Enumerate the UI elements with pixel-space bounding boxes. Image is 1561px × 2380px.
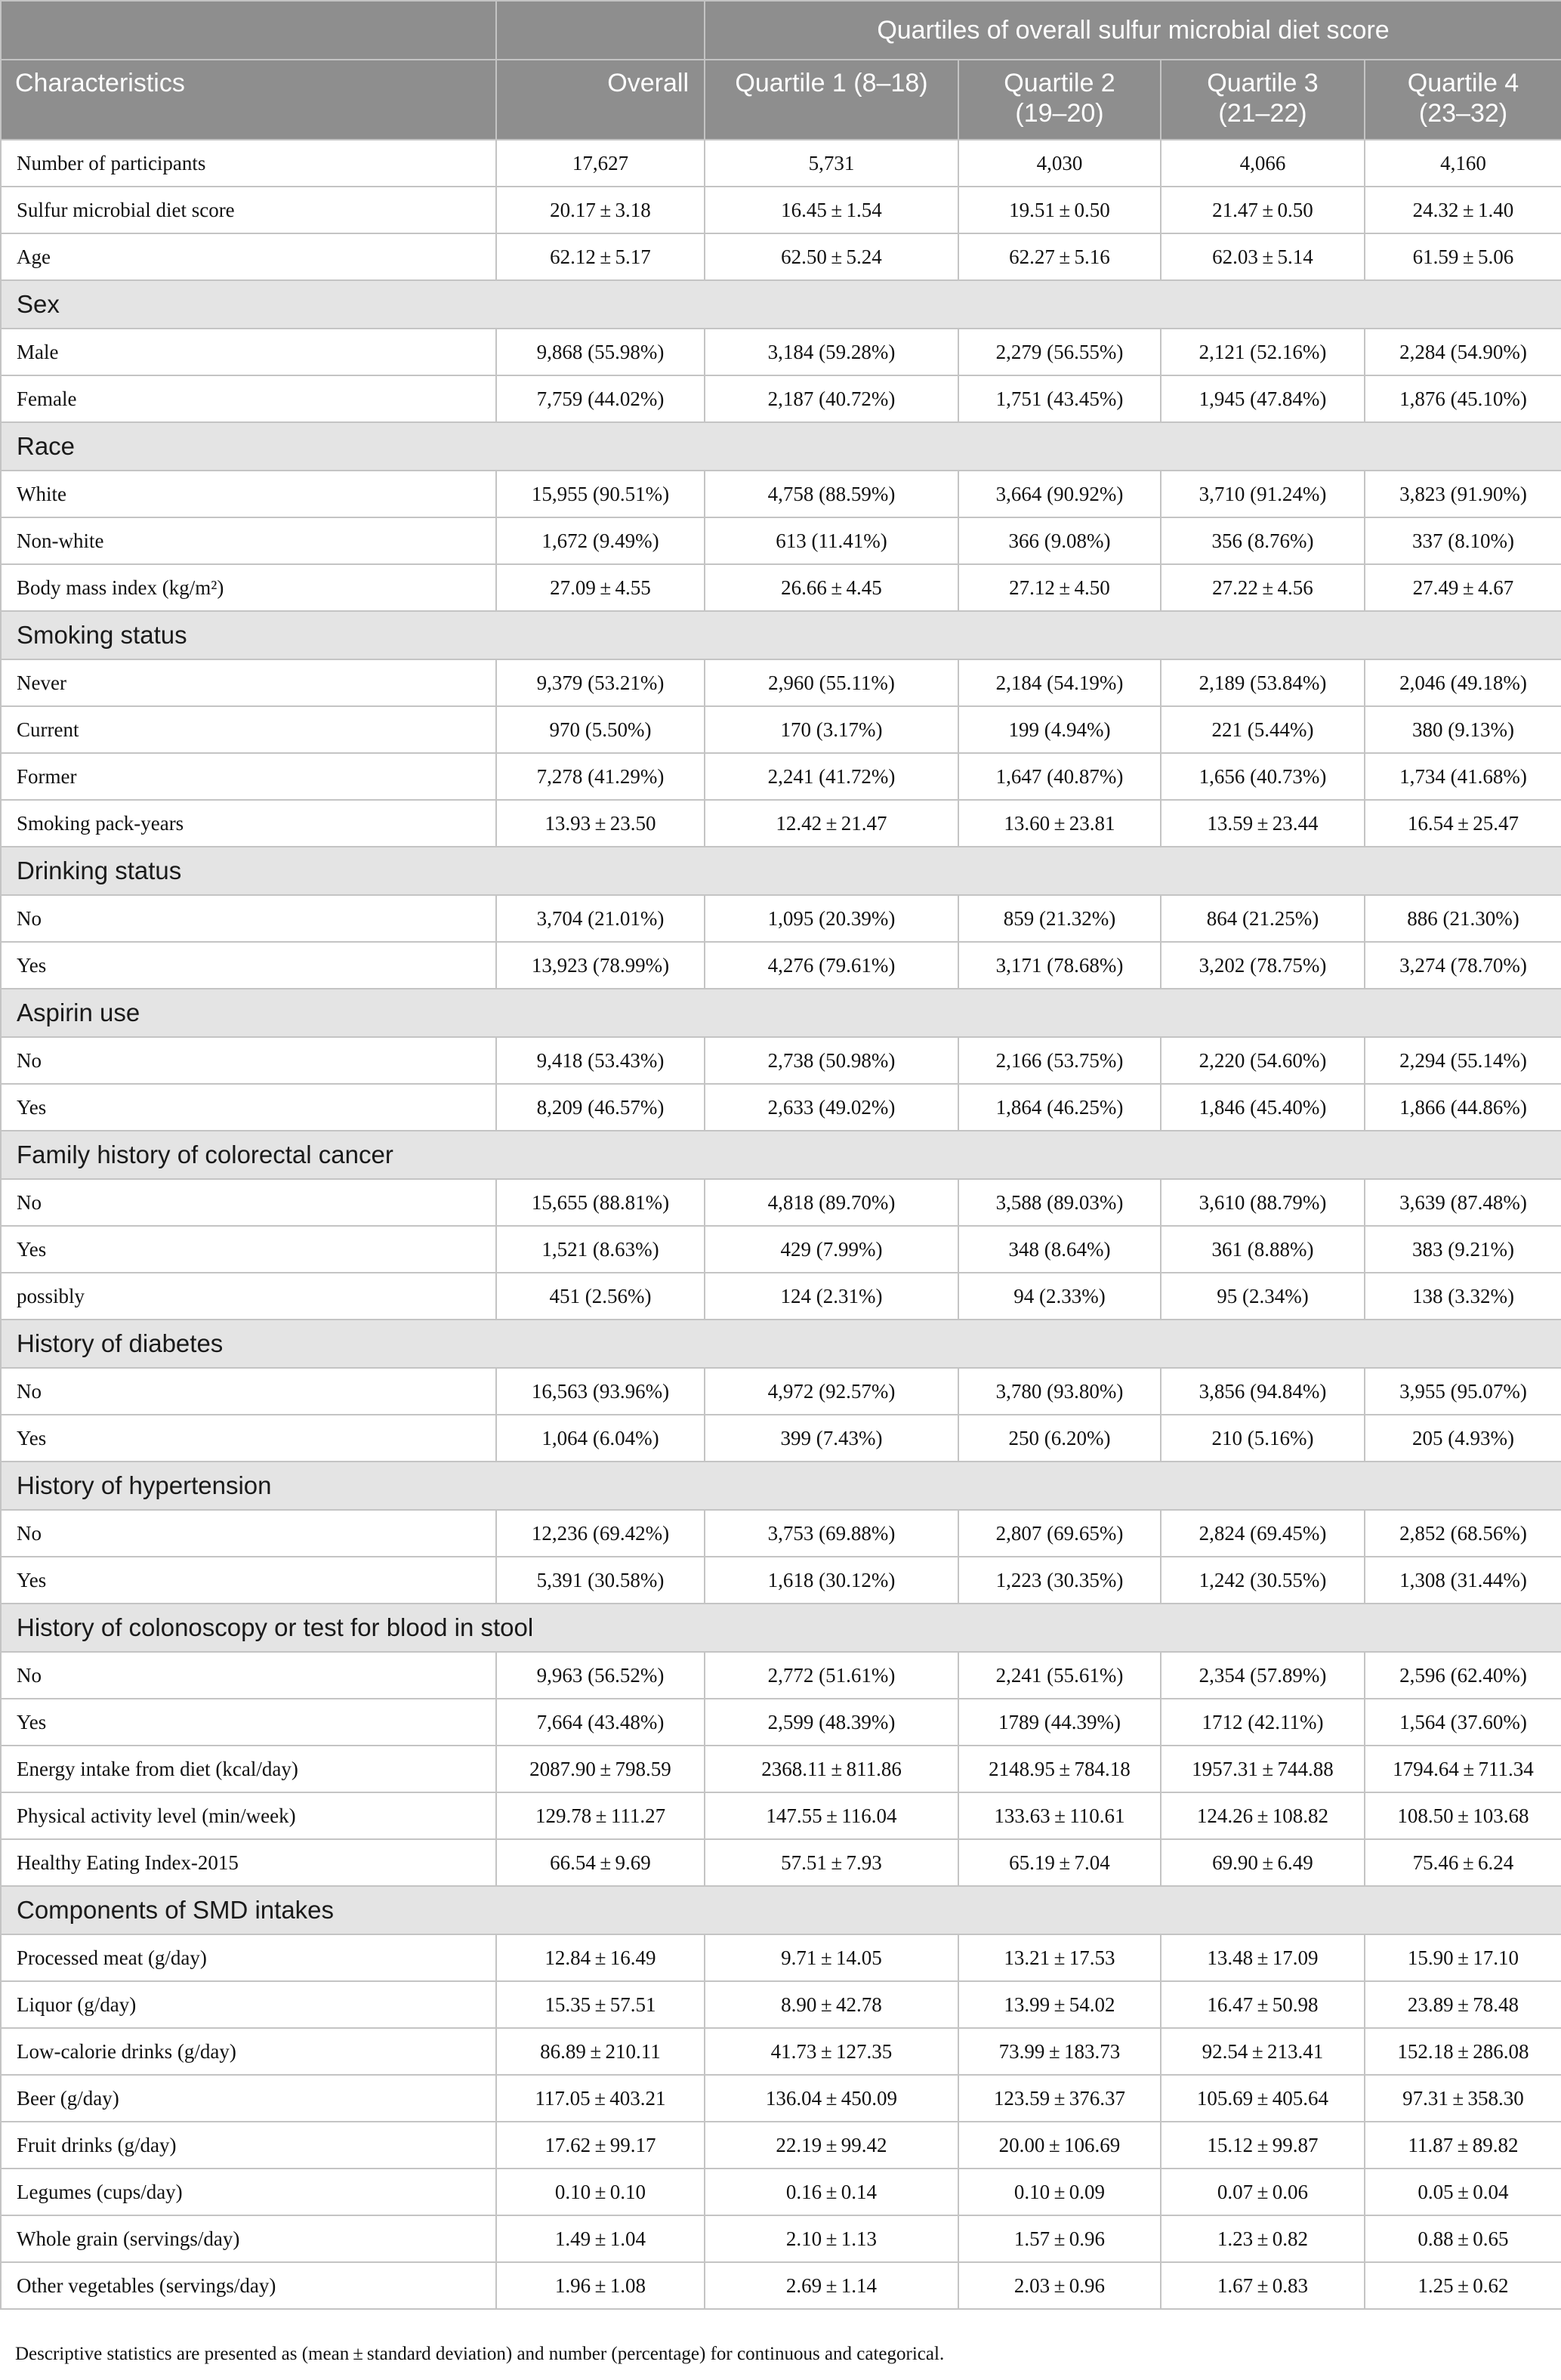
cell-overall: 1,064 (6.04%) bbox=[496, 1415, 705, 1462]
cell-quartile-2: 1789 (44.39%) bbox=[958, 1699, 1161, 1746]
table-row bbox=[1, 375, 1561, 422]
cell-quartile-4: 1,734 (41.68%) bbox=[1365, 753, 1561, 800]
cell-quartile-2: 0.10 ± 0.09 bbox=[958, 2169, 1161, 2215]
cell-quartile-1: 2,738 (50.98%) bbox=[705, 1037, 958, 1084]
cell-quartile-3: 2,824 (69.45%) bbox=[1161, 1510, 1365, 1557]
cell-overall: 12.84 ± 16.49 bbox=[496, 1934, 705, 1981]
cell-quartile-4: 15.90 ± 17.10 bbox=[1365, 1934, 1561, 1981]
cell-overall: 12,236 (69.42%) bbox=[496, 1510, 705, 1557]
table-row bbox=[1, 706, 1561, 753]
cell-quartile-2: 13.99 ± 54.02 bbox=[958, 1981, 1161, 2028]
cell-overall: 1.49 ± 1.04 bbox=[496, 2215, 705, 2262]
cell-quartile-3: 1.67 ± 0.83 bbox=[1161, 2262, 1365, 2309]
cell-quartile-2: 1,647 (40.87%) bbox=[958, 753, 1161, 800]
section-label: Race bbox=[1, 422, 1561, 471]
cell-quartile-3: 105.69 ± 405.64 bbox=[1161, 2075, 1365, 2122]
section-label: History of hypertension bbox=[1, 1462, 1561, 1510]
cell-quartile-4: 380 (9.13%) bbox=[1365, 706, 1561, 753]
cell-quartile-2: 2,166 (53.75%) bbox=[958, 1037, 1161, 1084]
cell-characteristic: Yes bbox=[1, 1226, 496, 1273]
cell-overall: 1,672 (9.49%) bbox=[496, 517, 705, 564]
cell-quartile-4: 97.31 ± 358.30 bbox=[1365, 2075, 1561, 2122]
cell-characteristic: Age bbox=[1, 233, 496, 280]
table-row bbox=[1, 1839, 1561, 1886]
table-row bbox=[1, 1510, 1561, 1557]
section-header-row bbox=[1, 1320, 1561, 1368]
table-row bbox=[1, 1179, 1561, 1226]
cell-characteristic: No bbox=[1, 1037, 496, 1084]
cell-quartile-2: 4,030 bbox=[958, 140, 1161, 187]
cell-characteristic: Yes bbox=[1, 1557, 496, 1604]
section-header-row bbox=[1, 989, 1561, 1037]
column-header-quartile-2: Quartile 2 (19–20) bbox=[958, 60, 1161, 140]
cell-quartile-1: 3,184 (59.28%) bbox=[705, 329, 958, 375]
cell-quartile-4: 3,823 (91.90%) bbox=[1365, 471, 1561, 517]
table-row bbox=[1, 1934, 1561, 1981]
cell-quartile-2: 2148.95 ± 784.18 bbox=[958, 1746, 1161, 1792]
cell-overall: 17.62 ± 99.17 bbox=[496, 2122, 705, 2169]
cell-characteristic: No bbox=[1, 1179, 496, 1226]
cell-quartile-1: 16.45 ± 1.54 bbox=[705, 187, 958, 233]
cell-quartile-1: 5,731 bbox=[705, 140, 958, 187]
cell-quartile-3: 4,066 bbox=[1161, 140, 1365, 187]
cell-quartile-1: 2,187 (40.72%) bbox=[705, 375, 958, 422]
cell-characteristic: Female bbox=[1, 375, 496, 422]
section-header-row bbox=[1, 280, 1561, 329]
cell-quartile-2: 199 (4.94%) bbox=[958, 706, 1161, 753]
cell-quartile-1: 2,599 (48.39%) bbox=[705, 1699, 958, 1746]
table-row bbox=[1, 1699, 1561, 1746]
cell-quartile-1: 4,972 (92.57%) bbox=[705, 1368, 958, 1415]
cell-quartile-2: 1,751 (43.45%) bbox=[958, 375, 1161, 422]
section-label: Drinking status bbox=[1, 847, 1561, 895]
cell-quartile-3: 95 (2.34%) bbox=[1161, 1273, 1365, 1320]
cell-characteristic: White bbox=[1, 471, 496, 517]
cell-quartile-1: 22.19 ± 99.42 bbox=[705, 2122, 958, 2169]
cell-characteristic: Low-calorie drinks (g/day) bbox=[1, 2028, 496, 2075]
cell-quartile-4: 61.59 ± 5.06 bbox=[1365, 233, 1561, 280]
cell-quartile-2: 2,807 (69.65%) bbox=[958, 1510, 1161, 1557]
table-row bbox=[1, 1368, 1561, 1415]
cell-overall: 9,963 (56.52%) bbox=[496, 1652, 705, 1699]
cell-quartile-3: 361 (8.88%) bbox=[1161, 1226, 1365, 1273]
cell-quartile-1: 2,633 (49.02%) bbox=[705, 1084, 958, 1131]
cell-quartile-4: 2,852 (68.56%) bbox=[1365, 1510, 1561, 1557]
cell-overall: 15,955 (90.51%) bbox=[496, 471, 705, 517]
cell-quartile-4: 2,596 (62.40%) bbox=[1365, 1652, 1561, 1699]
cell-quartile-4: 1,866 (44.86%) bbox=[1365, 1084, 1561, 1131]
table-row bbox=[1, 517, 1561, 564]
cell-characteristic: Legumes (cups/day) bbox=[1, 2169, 496, 2215]
cell-overall: 970 (5.50%) bbox=[496, 706, 705, 753]
cell-characteristic: Processed meat (g/day) bbox=[1, 1934, 496, 1981]
cell-quartile-1: 2.69 ± 1.14 bbox=[705, 2262, 958, 2309]
cell-overall: 20.17 ± 3.18 bbox=[496, 187, 705, 233]
cell-quartile-4: 1,876 (45.10%) bbox=[1365, 375, 1561, 422]
table-footnote: Descriptive statistics are presented as (mean ± standard deviation) and number (percentage) for continuous and categorical. bbox=[15, 2344, 945, 2364]
cell-quartile-2: 348 (8.64%) bbox=[958, 1226, 1161, 1273]
cell-characteristic: Number of participants bbox=[1, 140, 496, 187]
cell-quartile-1: 170 (3.17%) bbox=[705, 706, 958, 753]
table-row bbox=[1, 2075, 1561, 2122]
cell-quartile-1: 3,753 (69.88%) bbox=[705, 1510, 958, 1557]
table-row bbox=[1, 2169, 1561, 2215]
table-row bbox=[1, 233, 1561, 280]
cell-quartile-3: 1,656 (40.73%) bbox=[1161, 753, 1365, 800]
cell-characteristic: No bbox=[1, 895, 496, 942]
cell-quartile-3: 1.23 ± 0.82 bbox=[1161, 2215, 1365, 2262]
cell-quartile-2: 2.03 ± 0.96 bbox=[958, 2262, 1161, 2309]
table-row bbox=[1, 2215, 1561, 2262]
section-header-row bbox=[1, 1886, 1561, 1934]
column-header-quartile-4: Quartile 4 (23–32) bbox=[1365, 60, 1561, 140]
cell-overall: 13,923 (78.99%) bbox=[496, 942, 705, 989]
cell-quartile-1: 4,276 (79.61%) bbox=[705, 942, 958, 989]
cell-quartile-4: 0.05 ± 0.04 bbox=[1365, 2169, 1561, 2215]
cell-quartile-3: 3,610 (88.79%) bbox=[1161, 1179, 1365, 1226]
cell-quartile-3: 2,121 (52.16%) bbox=[1161, 329, 1365, 375]
cell-quartile-4: 4,160 bbox=[1365, 140, 1561, 187]
cell-quartile-3: 0.07 ± 0.06 bbox=[1161, 2169, 1365, 2215]
cell-quartile-3: 124.26 ± 108.82 bbox=[1161, 1792, 1365, 1839]
section-label: Family history of colorectal cancer bbox=[1, 1131, 1561, 1179]
cell-quartile-2: 1,223 (30.35%) bbox=[958, 1557, 1161, 1604]
cell-overall: 7,759 (44.02%) bbox=[496, 375, 705, 422]
cell-quartile-3: 13.48 ± 17.09 bbox=[1161, 1934, 1365, 1981]
cell-quartile-3: 3,710 (91.24%) bbox=[1161, 471, 1365, 517]
cell-quartile-3: 3,856 (94.84%) bbox=[1161, 1368, 1365, 1415]
cell-quartile-3: 2,220 (54.60%) bbox=[1161, 1037, 1365, 1084]
section-label: History of diabetes bbox=[1, 1320, 1561, 1368]
cell-quartile-1: 0.16 ± 0.14 bbox=[705, 2169, 958, 2215]
cell-characteristic: Energy intake from diet (kcal/day) bbox=[1, 1746, 496, 1792]
cell-quartile-4: 1794.64 ± 711.34 bbox=[1365, 1746, 1561, 1792]
table-row bbox=[1, 800, 1561, 847]
cell-quartile-3: 21.47 ± 0.50 bbox=[1161, 187, 1365, 233]
section-header-row bbox=[1, 422, 1561, 471]
table-row bbox=[1, 1746, 1561, 1792]
cell-quartile-4: 205 (4.93%) bbox=[1365, 1415, 1561, 1462]
section-label: Smoking status bbox=[1, 611, 1561, 659]
cell-quartile-3: 2,189 (53.84%) bbox=[1161, 659, 1365, 706]
cell-quartile-1: 1,618 (30.12%) bbox=[705, 1557, 958, 1604]
cell-quartile-1: 2,960 (55.11%) bbox=[705, 659, 958, 706]
cell-quartile-2: 2,241 (55.61%) bbox=[958, 1652, 1161, 1699]
cell-overall: 3,704 (21.01%) bbox=[496, 895, 705, 942]
cell-quartile-3: 356 (8.76%) bbox=[1161, 517, 1365, 564]
section-header-row bbox=[1, 611, 1561, 659]
cell-quartile-1: 613 (11.41%) bbox=[705, 517, 958, 564]
cell-overall: 2087.90 ± 798.59 bbox=[496, 1746, 705, 1792]
cell-overall: 117.05 ± 403.21 bbox=[496, 2075, 705, 2122]
cell-quartile-2: 62.27 ± 5.16 bbox=[958, 233, 1161, 280]
table-row bbox=[1, 2122, 1561, 2169]
cell-quartile-1: 2368.11 ± 811.86 bbox=[705, 1746, 958, 1792]
section-header-row bbox=[1, 847, 1561, 895]
cell-characteristic: Fruit drinks (g/day) bbox=[1, 2122, 496, 2169]
cell-quartile-2: 2,279 (56.55%) bbox=[958, 329, 1161, 375]
cell-quartile-4: 3,274 (78.70%) bbox=[1365, 942, 1561, 989]
cell-quartile-1: 2,241 (41.72%) bbox=[705, 753, 958, 800]
cell-overall: 17,627 bbox=[496, 140, 705, 187]
cell-overall: 16,563 (93.96%) bbox=[496, 1368, 705, 1415]
cell-quartile-4: 2,294 (55.14%) bbox=[1365, 1037, 1561, 1084]
cell-quartile-1: 124 (2.31%) bbox=[705, 1273, 958, 1320]
table-row bbox=[1, 1084, 1561, 1131]
cell-characteristic: Body mass index (kg/m²) bbox=[1, 564, 496, 611]
cell-quartile-3: 210 (5.16%) bbox=[1161, 1415, 1365, 1462]
cell-overall: 27.09 ± 4.55 bbox=[496, 564, 705, 611]
cell-quartile-3: 3,202 (78.75%) bbox=[1161, 942, 1365, 989]
cell-characteristic: Sulfur microbial diet score bbox=[1, 187, 496, 233]
cell-quartile-3: 1957.31 ± 744.88 bbox=[1161, 1746, 1365, 1792]
cell-quartile-1: 1,095 (20.39%) bbox=[705, 895, 958, 942]
cell-overall: 451 (2.56%) bbox=[496, 1273, 705, 1320]
header-group-row bbox=[1, 1, 1561, 60]
cell-quartile-4: 27.49 ± 4.67 bbox=[1365, 564, 1561, 611]
cell-quartile-1: 429 (7.99%) bbox=[705, 1226, 958, 1273]
cell-characteristic: Yes bbox=[1, 1699, 496, 1746]
cell-quartile-3: 864 (21.25%) bbox=[1161, 895, 1365, 942]
cell-quartile-3: 27.22 ± 4.56 bbox=[1161, 564, 1365, 611]
table-row bbox=[1, 895, 1561, 942]
cell-quartile-4: 11.87 ± 89.82 bbox=[1365, 2122, 1561, 2169]
cell-characteristic: Current bbox=[1, 706, 496, 753]
table-row bbox=[1, 1557, 1561, 1604]
cell-quartile-1: 8.90 ± 42.78 bbox=[705, 1981, 958, 2028]
cell-quartile-3: 1,242 (30.55%) bbox=[1161, 1557, 1365, 1604]
column-header-characteristics: Characteristics bbox=[1, 60, 496, 140]
cell-quartile-2: 73.99 ± 183.73 bbox=[958, 2028, 1161, 2075]
cell-quartile-4: 2,284 (54.90%) bbox=[1365, 329, 1561, 375]
cell-quartile-4: 138 (3.32%) bbox=[1365, 1273, 1561, 1320]
table-row bbox=[1, 1652, 1561, 1699]
cell-quartile-1: 147.55 ± 116.04 bbox=[705, 1792, 958, 1839]
cell-overall: 15,655 (88.81%) bbox=[496, 1179, 705, 1226]
cell-overall: 62.12 ± 5.17 bbox=[496, 233, 705, 280]
cell-quartile-1: 26.66 ± 4.45 bbox=[705, 564, 958, 611]
table-row bbox=[1, 1415, 1561, 1462]
cell-quartile-4: 383 (9.21%) bbox=[1365, 1226, 1561, 1273]
table-row bbox=[1, 1981, 1561, 2028]
cell-quartile-3: 92.54 ± 213.41 bbox=[1161, 2028, 1365, 2075]
cell-overall: 66.54 ± 9.69 bbox=[496, 1839, 705, 1886]
cell-overall: 5,391 (30.58%) bbox=[496, 1557, 705, 1604]
table-row bbox=[1, 187, 1561, 233]
cell-quartile-2: 20.00 ± 106.69 bbox=[958, 2122, 1161, 2169]
column-header-quartile-3: Quartile 3 (21–22) bbox=[1161, 60, 1365, 140]
cell-overall: 8,209 (46.57%) bbox=[496, 1084, 705, 1131]
cell-characteristic: Smoking pack-years bbox=[1, 800, 496, 847]
cell-quartile-1: 62.50 ± 5.24 bbox=[705, 233, 958, 280]
cell-characteristic: Liquor (g/day) bbox=[1, 1981, 496, 2028]
cell-overall: 9,418 (53.43%) bbox=[496, 1037, 705, 1084]
cell-overall: 86.89 ± 210.11 bbox=[496, 2028, 705, 2075]
cell-quartile-1: 41.73 ± 127.35 bbox=[705, 2028, 958, 2075]
table-row bbox=[1, 1226, 1561, 1273]
cell-overall: 9,868 (55.98%) bbox=[496, 329, 705, 375]
cell-quartile-1: 57.51 ± 7.93 bbox=[705, 1839, 958, 1886]
cell-characteristic: Healthy Eating Index-2015 bbox=[1, 1839, 496, 1886]
table-row bbox=[1, 564, 1561, 611]
cell-quartile-4: 3,955 (95.07%) bbox=[1365, 1368, 1561, 1415]
table-row bbox=[1, 329, 1561, 375]
cell-quartile-2: 3,588 (89.03%) bbox=[958, 1179, 1161, 1226]
cell-overall: 1.96 ± 1.08 bbox=[496, 2262, 705, 2309]
section-header-row bbox=[1, 1131, 1561, 1179]
cell-quartile-1: 4,818 (89.70%) bbox=[705, 1179, 958, 1226]
cell-overall: 0.10 ± 0.10 bbox=[496, 2169, 705, 2215]
header-empty-cell-characteristics bbox=[1, 1, 496, 60]
cell-quartile-4: 886 (21.30%) bbox=[1365, 895, 1561, 942]
cell-quartile-1: 136.04 ± 450.09 bbox=[705, 2075, 958, 2122]
cell-overall: 129.78 ± 111.27 bbox=[496, 1792, 705, 1839]
cell-characteristic: Yes bbox=[1, 1415, 496, 1462]
cell-quartile-2: 13.21 ± 17.53 bbox=[958, 1934, 1161, 1981]
cell-quartile-4: 152.18 ± 286.08 bbox=[1365, 2028, 1561, 2075]
cell-quartile-3: 62.03 ± 5.14 bbox=[1161, 233, 1365, 280]
cell-quartile-1: 2.10 ± 1.13 bbox=[705, 2215, 958, 2262]
table-row bbox=[1, 2028, 1561, 2075]
cell-characteristic: Whole grain (servings/day) bbox=[1, 2215, 496, 2262]
cell-quartile-1: 4,758 (88.59%) bbox=[705, 471, 958, 517]
cell-characteristic: Never bbox=[1, 659, 496, 706]
cell-quartile-2: 27.12 ± 4.50 bbox=[958, 564, 1161, 611]
cell-quartile-2: 123.59 ± 376.37 bbox=[958, 2075, 1161, 2122]
cell-quartile-3: 69.90 ± 6.49 bbox=[1161, 1839, 1365, 1886]
table-row bbox=[1, 1273, 1561, 1320]
table-row bbox=[1, 659, 1561, 706]
section-label: Components of SMD intakes bbox=[1, 1886, 1561, 1934]
cell-quartile-2: 1.57 ± 0.96 bbox=[958, 2215, 1161, 2262]
cell-quartile-1: 9.71 ± 14.05 bbox=[705, 1934, 958, 1981]
cell-quartile-2: 3,171 (78.68%) bbox=[958, 942, 1161, 989]
column-header-overall: Overall bbox=[496, 60, 705, 140]
column-header-row bbox=[1, 60, 1561, 140]
cell-characteristic: Non-white bbox=[1, 517, 496, 564]
header-empty-cell-overall bbox=[496, 1, 705, 60]
cell-quartile-4: 1,564 (37.60%) bbox=[1365, 1699, 1561, 1746]
cell-overall: 9,379 (53.21%) bbox=[496, 659, 705, 706]
cell-quartile-2: 65.19 ± 7.04 bbox=[958, 1839, 1161, 1886]
cell-quartile-2: 13.60 ± 23.81 bbox=[958, 800, 1161, 847]
cell-quartile-2: 859 (21.32%) bbox=[958, 895, 1161, 942]
section-label: Sex bbox=[1, 280, 1561, 329]
cell-overall: 7,664 (43.48%) bbox=[496, 1699, 705, 1746]
cell-overall: 15.35 ± 57.51 bbox=[496, 1981, 705, 2028]
section-label: History of colonoscopy or test for blood in stool bbox=[1, 1604, 1561, 1652]
cell-characteristic: possibly bbox=[1, 1273, 496, 1320]
cell-quartile-4: 16.54 ± 25.47 bbox=[1365, 800, 1561, 847]
cell-quartile-4: 3,639 (87.48%) bbox=[1365, 1179, 1561, 1226]
cell-quartile-3: 2,354 (57.89%) bbox=[1161, 1652, 1365, 1699]
cell-overall: 7,278 (41.29%) bbox=[496, 753, 705, 800]
cell-quartile-1: 2,772 (51.61%) bbox=[705, 1652, 958, 1699]
cell-quartile-1: 399 (7.43%) bbox=[705, 1415, 958, 1462]
cell-quartile-4: 1,308 (31.44%) bbox=[1365, 1557, 1561, 1604]
cell-quartile-1: 12.42 ± 21.47 bbox=[705, 800, 958, 847]
table-row bbox=[1, 140, 1561, 187]
cell-overall: 13.93 ± 23.50 bbox=[496, 800, 705, 847]
cell-quartile-4: 2,046 (49.18%) bbox=[1365, 659, 1561, 706]
section-label: Aspirin use bbox=[1, 989, 1561, 1037]
cell-characteristic: No bbox=[1, 1368, 496, 1415]
cell-quartile-2: 94 (2.33%) bbox=[958, 1273, 1161, 1320]
cell-characteristic: Former bbox=[1, 753, 496, 800]
cell-quartile-3: 1,846 (45.40%) bbox=[1161, 1084, 1365, 1131]
section-header-row bbox=[1, 1604, 1561, 1652]
cell-quartile-3: 15.12 ± 99.87 bbox=[1161, 2122, 1365, 2169]
cell-quartile-3: 221 (5.44%) bbox=[1161, 706, 1365, 753]
cell-quartile-2: 366 (9.08%) bbox=[958, 517, 1161, 564]
cell-characteristic: Physical activity level (min/week) bbox=[1, 1792, 496, 1839]
cell-quartile-2: 19.51 ± 0.50 bbox=[958, 187, 1161, 233]
cell-quartile-2: 3,780 (93.80%) bbox=[958, 1368, 1161, 1415]
cell-quartile-4: 337 (8.10%) bbox=[1365, 517, 1561, 564]
cell-quartile-2: 2,184 (54.19%) bbox=[958, 659, 1161, 706]
cell-quartile-2: 250 (6.20%) bbox=[958, 1415, 1161, 1462]
table-row bbox=[1, 2262, 1561, 2309]
cell-quartile-2: 133.63 ± 110.61 bbox=[958, 1792, 1161, 1839]
table-row bbox=[1, 942, 1561, 989]
cell-characteristic: Yes bbox=[1, 1084, 496, 1131]
table-row bbox=[1, 471, 1561, 517]
cell-quartile-4: 23.89 ± 78.48 bbox=[1365, 1981, 1561, 2028]
cell-characteristic: No bbox=[1, 1652, 496, 1699]
cell-characteristic: Other vegetables (servings/day) bbox=[1, 2262, 496, 2309]
table-row bbox=[1, 753, 1561, 800]
cell-quartile-3: 16.47 ± 50.98 bbox=[1161, 1981, 1365, 2028]
cell-quartile-2: 1,864 (46.25%) bbox=[958, 1084, 1161, 1131]
quartiles-group-header: Quartiles of overall sulfur microbial diet score bbox=[705, 1, 1561, 60]
cell-quartile-3: 13.59 ± 23.44 bbox=[1161, 800, 1365, 847]
section-header-row bbox=[1, 1462, 1561, 1510]
table-row bbox=[1, 1037, 1561, 1084]
cell-quartile-4: 24.32 ± 1.40 bbox=[1365, 187, 1561, 233]
column-header-quartile-1: Quartile 1 (8–18) bbox=[705, 60, 958, 140]
cell-quartile-3: 1,945 (47.84%) bbox=[1161, 375, 1365, 422]
cell-quartile-3: 1712 (42.11%) bbox=[1161, 1699, 1365, 1746]
table-row bbox=[1, 1792, 1561, 1839]
cell-quartile-4: 108.50 ± 103.68 bbox=[1365, 1792, 1561, 1839]
cell-characteristic: No bbox=[1, 1510, 496, 1557]
cell-quartile-4: 0.88 ± 0.65 bbox=[1365, 2215, 1561, 2262]
cell-characteristic: Male bbox=[1, 329, 496, 375]
cell-quartile-2: 3,664 (90.92%) bbox=[958, 471, 1161, 517]
cell-characteristic: Yes bbox=[1, 942, 496, 989]
cell-characteristic: Beer (g/day) bbox=[1, 2075, 496, 2122]
cell-overall: 1,521 (8.63%) bbox=[496, 1226, 705, 1273]
cell-quartile-4: 75.46 ± 6.24 bbox=[1365, 1839, 1561, 1886]
cell-quartile-4: 1.25 ± 0.62 bbox=[1365, 2262, 1561, 2309]
